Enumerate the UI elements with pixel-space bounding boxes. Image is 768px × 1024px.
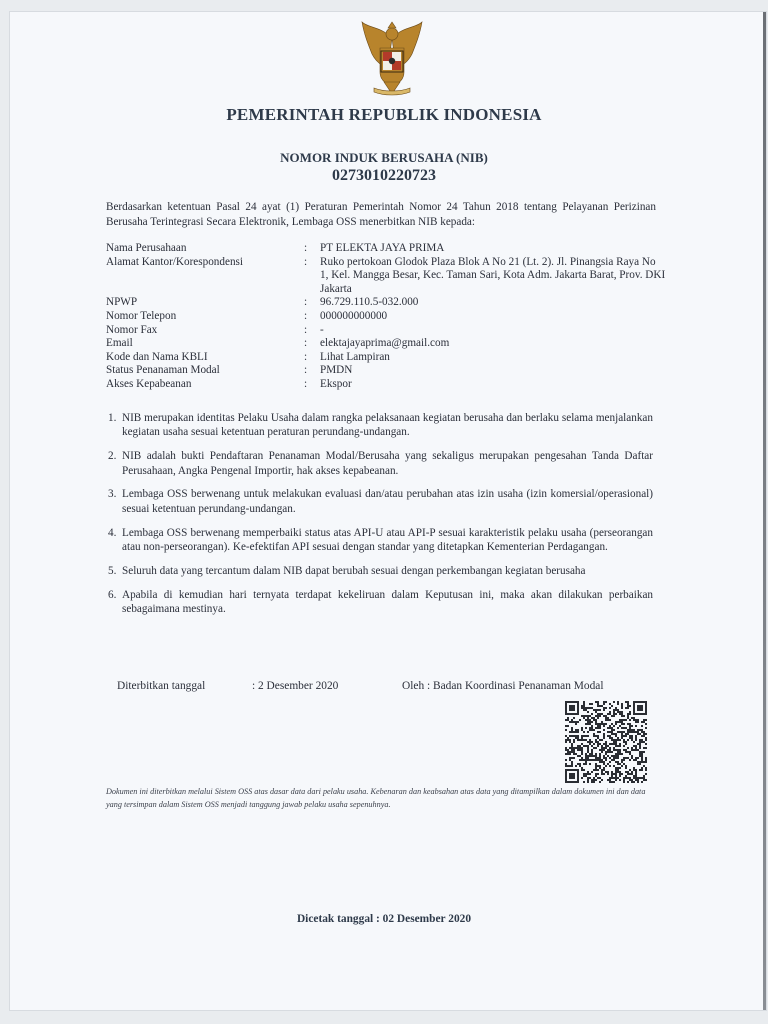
field-row-company-name: Nama Perusahaan : PT ELEKTA JAYA PRIMA xyxy=(106,242,666,256)
intro-paragraph: Berdasarkan ketentuan Pasal 24 ayat (1) Peraturan Pemerintah Nomor 24 Tahun 2018 tentang Pelayanan Perizinan Berusaha Terintegrasi Secara Elektronik, Lembaga OSS menerbitkan NIB kepada: xyxy=(106,201,656,228)
field-row-npwp: NPWP : 96.729.110.5-032.000 xyxy=(106,296,666,310)
document-subtitle: NOMOR INDUK BERUSAHA (NIB) xyxy=(280,150,488,165)
list-item: 4. Lembaga OSS berwenang memperbaiki status atas API-U atau API-P sesuai karakteristik pelaku usaha (perseorangan atau non-perseorangan). Ke-efektifan API sesuai dengan standar yang ditetapkan Kementerian Perdagangan. xyxy=(108,526,653,554)
qr-code-icon xyxy=(565,701,647,783)
printed-date: Dicetak tanggal : 02 Desember 2020 xyxy=(296,913,472,925)
field-row-fax: Nomor Fax : - xyxy=(106,324,666,338)
field-value: PT ELEKTA JAYA PRIMA xyxy=(320,242,445,254)
field-label: Kode dan Nama KBLI xyxy=(106,350,208,363)
field-label: Nama Perusahaan xyxy=(106,242,187,254)
company-fields xyxy=(106,242,666,392)
field-value: - xyxy=(320,323,324,336)
field-label: Status Penanaman Modal xyxy=(106,364,220,377)
field-row-kbli: Kode dan Nama KBLI : Lihat Lampiran xyxy=(106,351,666,365)
disclaimer: Dokumen ini diterbitkan melalui Sistem OSS atas dasar data dari pelaku usaha. Kebenaran dan keabsahan atas data yang ditampilkan dalam dokumen ini dan data yang tersimpan dalam Sistem OSS menjadi tanggung jawab pelaku usaha sepenuhnya. xyxy=(106,787,646,809)
field-row-investment-status: Status Penanaman Modal : PMDN xyxy=(106,364,666,378)
list-item: 5. Seluruh data yang tercantum dalam NIB dapat berubah sesuai dengan perkembangan kegiatan berusaha xyxy=(108,564,586,577)
field-row-address: Alamat Kantor/Korespondensi : Ruko pertokoan Glodok Plaza Blok A No 21 (Lt. 2). Jl. Pinangsia Raya No 1, Kel. Mangga Besar, Kec. Taman Sari, Kota Adm. Jakarta Barat, Prov. DKI Jakarta xyxy=(106,255,666,295)
field-value: elektajayaprima@gmail.com xyxy=(320,337,450,350)
field-row-email: Email : elektajayaprima@gmail.com xyxy=(106,337,666,351)
issuer: Oleh : Badan Koordinasi Penanaman Modal xyxy=(402,680,604,692)
field-label: NPWP xyxy=(106,296,138,309)
field-value: Ekspor xyxy=(320,377,352,390)
field-label: Nomor Fax xyxy=(106,323,158,336)
document-title: PEMERINTAH REPUBLIK INDONESIA xyxy=(226,105,542,124)
notes-list xyxy=(108,411,653,626)
field-row-phone: Nomor Telepon : 000000000000 xyxy=(106,310,666,324)
nib-number: 0273010220723 xyxy=(332,167,436,184)
field-value: PMDN xyxy=(320,364,353,377)
issue-date-value: : 2 Desember 2020 xyxy=(252,680,339,692)
field-value: Ruko pertokoan Glodok Plaza Blok A No 21 (Lt. 2). Jl. Pinangsia Raya No 1, Kel. Mangga Besar, Kec. Taman Sari, Kota Adm. Jakarta Barat, Prov. DKI Jakarta xyxy=(320,255,666,295)
garuda-emblem-icon xyxy=(358,18,426,98)
list-item: 3. Lembaga OSS berwenang untuk melakukan evaluasi dan/atau perubahan atas izin usaha (izin komersial/operasional) sesuai ketentuan perundang-undangan. xyxy=(108,488,653,515)
field-row-customs-access: Akses Kepabeanan : Ekspor xyxy=(106,378,666,392)
field-label: Email xyxy=(106,337,133,350)
field-value: 000000000000 xyxy=(320,309,388,322)
field-label: Nomor Telepon xyxy=(106,309,177,322)
field-value: 96.729.110.5-032.000 xyxy=(320,296,419,309)
field-value: Lihat Lampiran xyxy=(320,350,390,363)
issue-date-label: Diterbitkan tanggal xyxy=(117,680,206,692)
field-label: Alamat Kantor/Korespondensi xyxy=(106,255,244,268)
list-item: 1. NIB merupakan identitas Pelaku Usaha dalam rangka pelaksanaan kegiatan berusaha dan berlaku selama menjalankan kegiatan usaha sesuai ketentuan peraturan perundang-undangan. xyxy=(108,412,653,439)
field-label: Akses Kepabeanan xyxy=(106,377,192,390)
list-item: 2. NIB adalah bukti Pendaftaran Penanaman Modal/Berusaha yang sekaligus merupakan pengesahan Tanda Daftar Perusahaan, Angka Pengenal Importir, hak akses kepabeanan. xyxy=(108,450,653,477)
list-item: 6. Apabila di kemudian hari ternyata terdapat kekeliruan dalam Keputusan ini, maka akan dilakukan perbaikan sebagaimana mestinya. xyxy=(108,588,653,616)
